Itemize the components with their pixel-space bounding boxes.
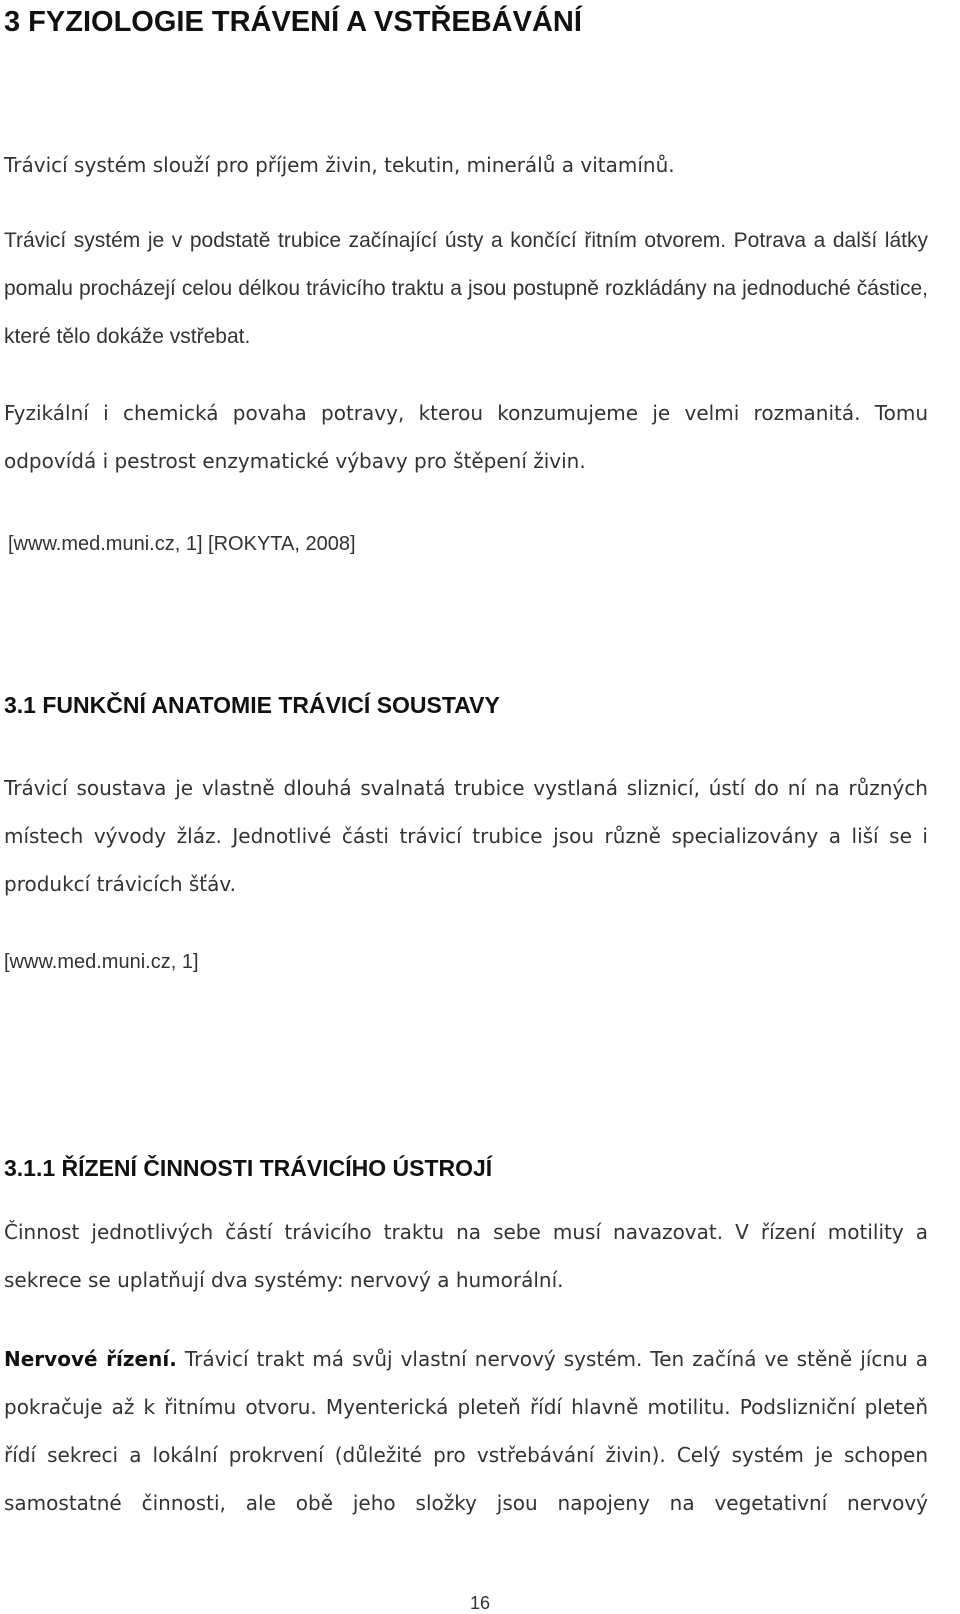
paragraph-motility-control: Činnost jednotlivých částí trávicího traktu na sebe musí navazovat. V řízení motility a sekrece se uplatňují dva systémy: nervový a humorální. xyxy=(4,1220,928,1292)
nervous-control-label: Nervové řízení. xyxy=(4,1347,177,1371)
paragraph-intro: Trávicí systém slouží pro příjem živin, tekutin, minerálů a vitamínů. xyxy=(4,153,675,177)
section-heading-3-1: 3.1 FUNKČNÍ ANATOMIE TRÁVICÍ SOUSTAVY xyxy=(4,692,500,718)
nervous-control-text: Trávicí trakt má svůj vlastní nervový systém. Ten začíná ve stěně jícnu a pokračuje až k řitnímu otvoru. Myenterická pleteň řídí hlavně motilitu. Podslizniční pleteň řídí sekreci a lokální prokrvení (důležité pro vstřebávání živin). Celý systém je schopen samostatné činnosti, ale obě jeho složky jsou napojeny na vegetativní nervový xyxy=(4,1347,928,1515)
section-heading-3-1-1: 3.1.1 ŘÍZENÍ ČINNOSTI TRÁVICÍHO ÚSTROJÍ xyxy=(4,1155,493,1181)
chapter-heading: 3 FYZIOLOGIE TRÁVENÍ A VSTŘEBÁVÁNÍ xyxy=(4,6,582,38)
paragraph-chemical-nature: Fyzikální i chemická povaha potravy, kterou konzumujeme je velmi rozmanitá. Tomu odpovídá i pestrost enzymatické výbavy pro štěpení živin. xyxy=(4,401,928,473)
paragraph-anatomy: Trávicí soustava je vlastně dlouhá svalnatá trubice vystlaná sliznicí, ústí do ní na různých místech vývody žláz. Jednotlivé části trávicí trubice jsou různě specializovány a liší se i produkcí trávicích šťáv. xyxy=(4,776,928,896)
page-number: 16 xyxy=(469,1593,491,1613)
paragraph-nervous-control xyxy=(4,1335,928,1527)
reference-2: [www.med.muni.cz, 1] xyxy=(4,951,199,973)
paragraph-digestive-tube: Trávicí systém je v podstatě trubice začínající ústy a končící řitním otvorem. Potrava a další látky pomalu procházejí celou délkou trávicího traktu a jsou postupně rozkládány na jednoduché částice, které tělo dokáže vstřebat. xyxy=(4,229,928,348)
reference-1: [www.med.muni.cz, 1] [ROKYTA, 2008] xyxy=(8,533,356,555)
